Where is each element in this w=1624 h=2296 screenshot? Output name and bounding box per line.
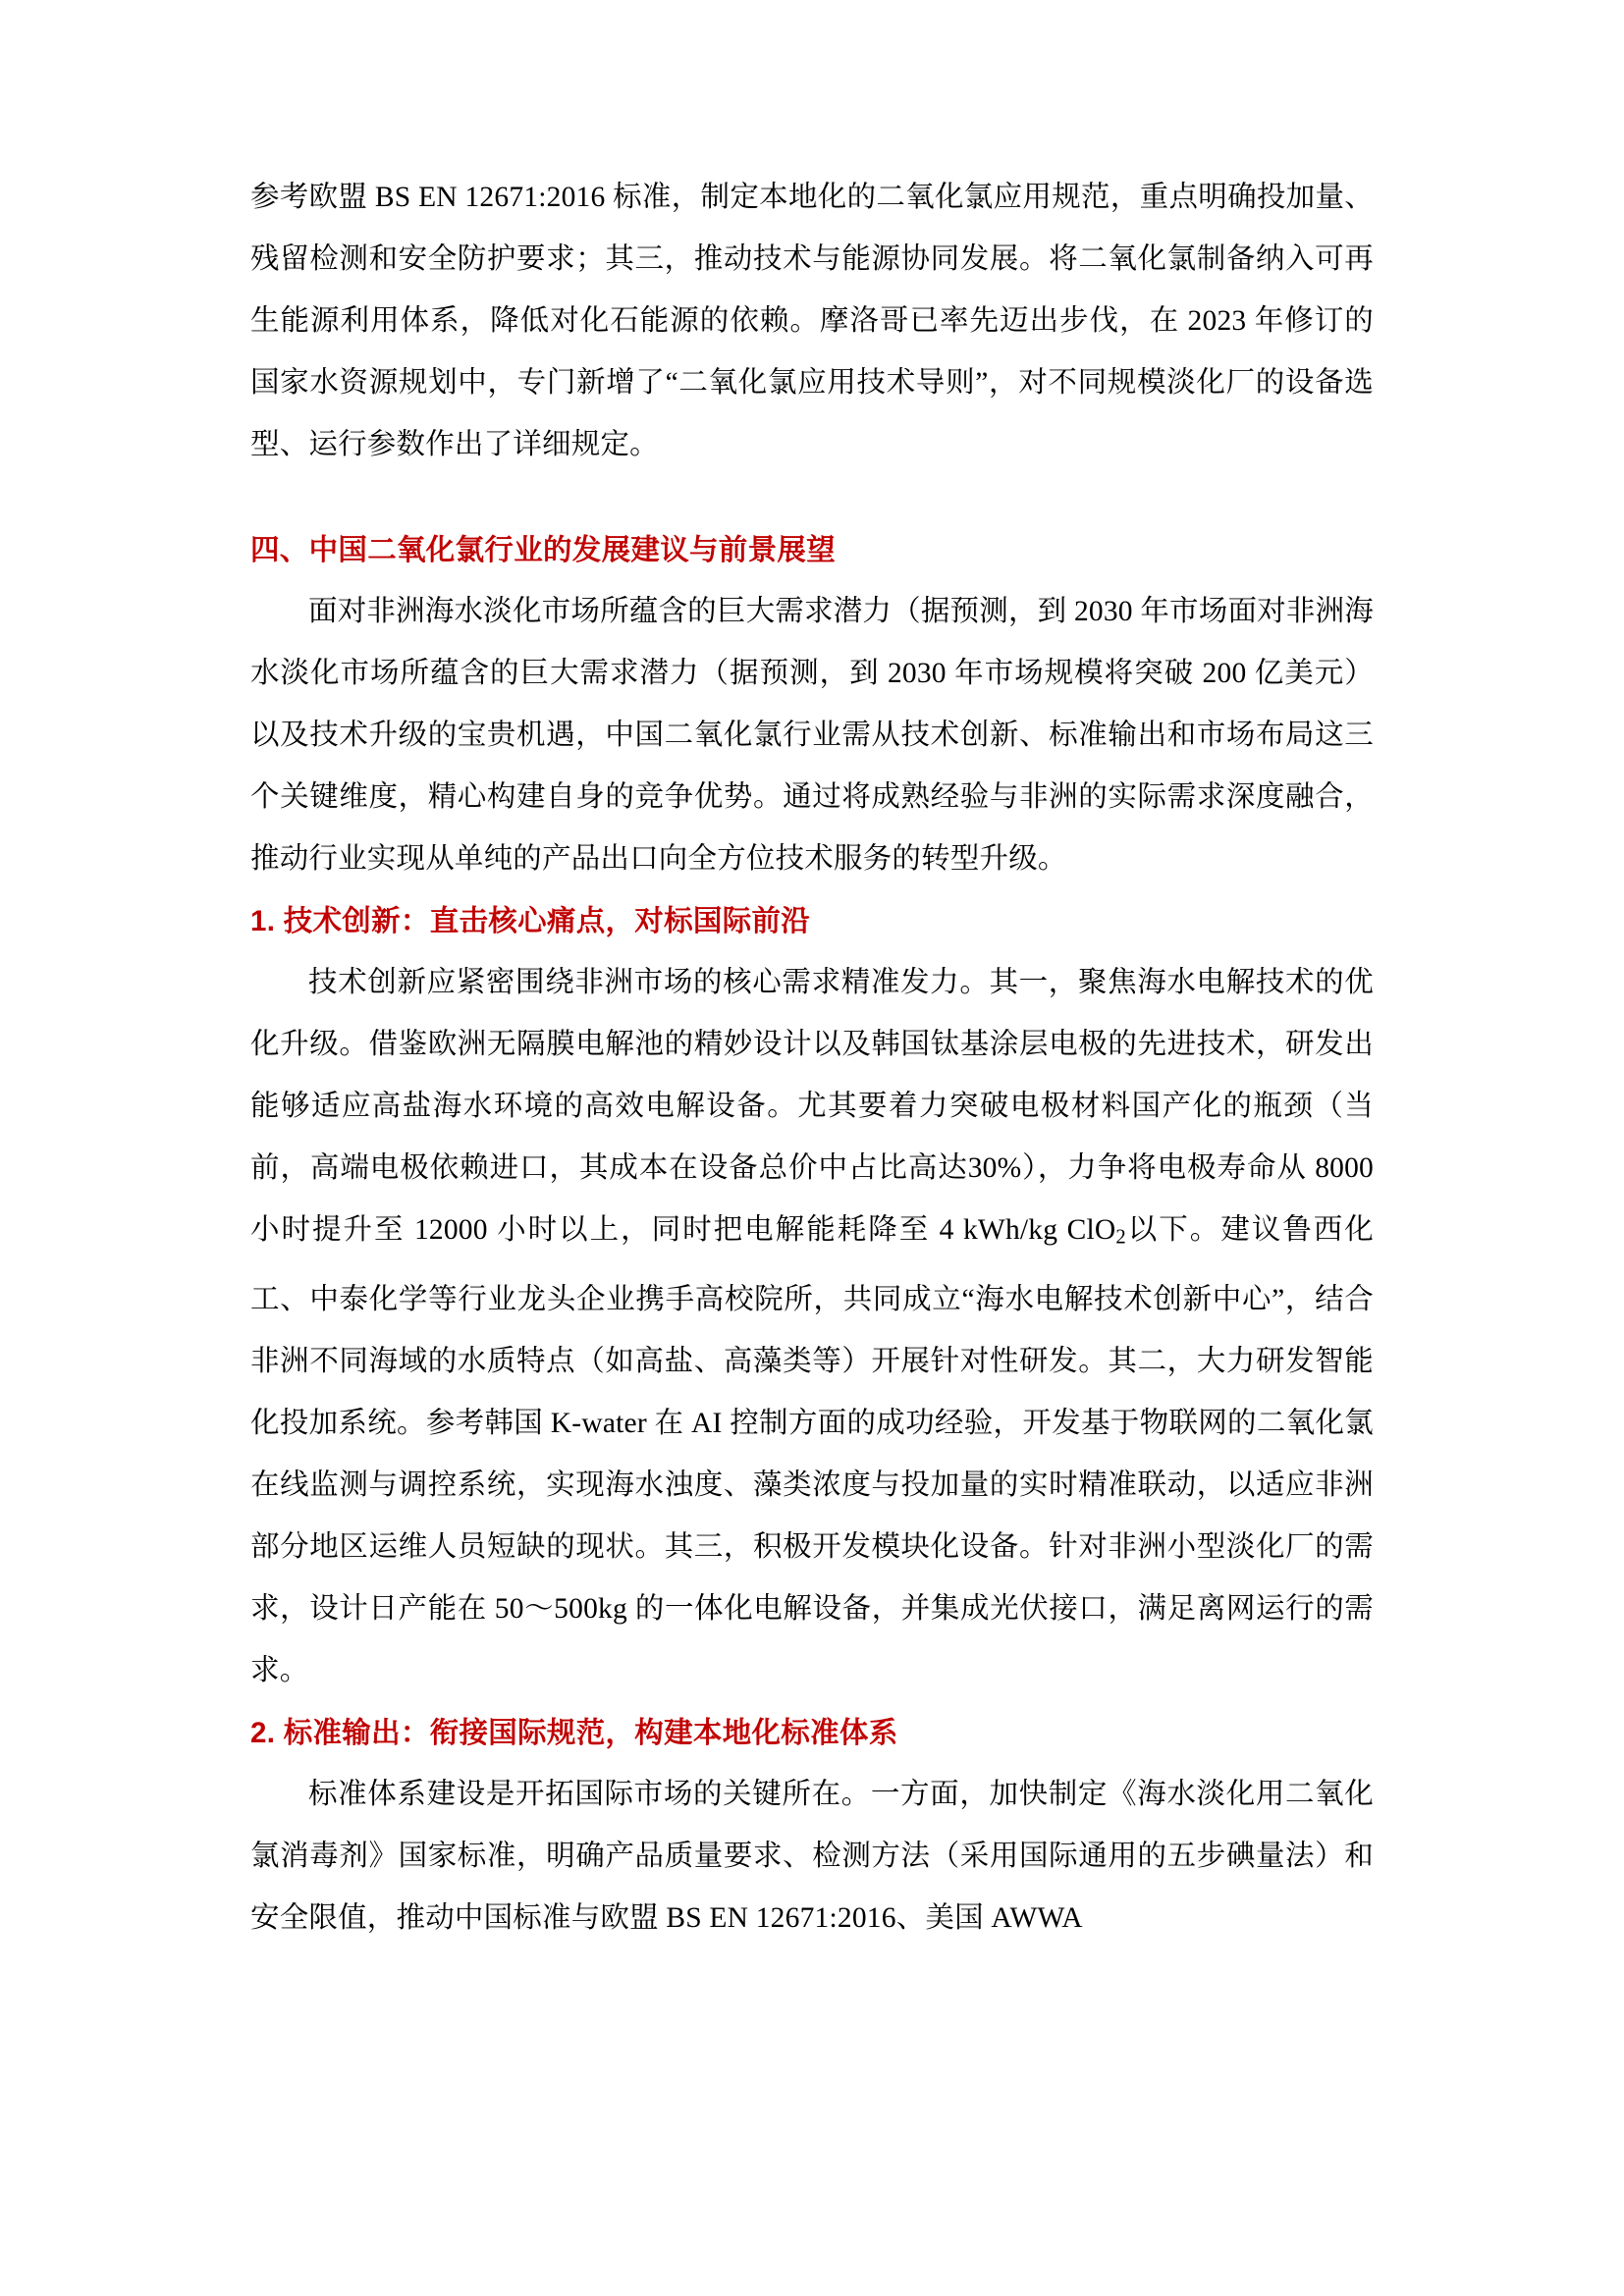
paragraph-continued: 参考欧盟 BS EN 12671:2016 标准，制定本地化的二氧化氯应用规范，重点明确投加量、残留检测和安全防护要求；其三，推动技术与能源协同发展。将二氧化氯制备纳入可再生能源利用体系，降低对化石能源的依赖。摩洛哥已率先迈出步伐，在 2023 年修订的国家水资源规划中，专门新增了“二氧化氯应用技术导则”，对不同规模淡化厂的设备选型、运行参数作出了详细规定。	[250, 182, 1374, 460]
subheading-technical-innovation: 1. 技术创新：直击核心痛点，对标国际前沿	[250, 905, 811, 937]
subheading-standard-output: 2. 标准输出：衔接国际规范，构建本地化标准体系	[250, 1716, 898, 1749]
document-body	[250, 167, 1374, 1949]
paragraph-standard-output: 标准体系建设是开拓国际市场的关键所在。一方面，加快制定《海水淡化用二氧化氯消毒剂》国家标准，明确产品质量要求、检测方法（采用国际通用的五步碘量法）和安全限值，推动中国标准与欧盟 BS EN 12671:2016、美国 AWWA	[250, 1778, 1374, 1934]
paragraph-overview: 面对非洲海水淡化市场所蕴含的巨大需求潜力（据预测，到 2030 年市场面对非洲海水淡化市场所蕴含的巨大需求潜力（据预测，到 2030 年市场规模将突破 200 亿美元）以及技术升级的宝贵机遇，中国二氧化氯行业需从技术创新、标准输出和市场布局这三个关键维度，精心构建自身的竞争优势。通过将成熟经验与非洲的实际需求深度融合，推动行业实现从单纯的产品出口向全方位技术服务的转型升级。	[250, 596, 1374, 875]
section-heading-four: 四、中国二氧化氯行业的发展建议与前景展望	[250, 534, 837, 566]
spacer	[250, 476, 1374, 519]
paragraph-technical-innovation: 技术创新应紧密围绕非洲市场的核心需求精准发力。其一，聚焦海水电解技术的优化升级。借鉴欧洲无隔膜电解池的精妙设计以及韩国钛基涂层电极的先进技术，研发出能够适应高盐海水环境的高效电解设备。尤其要着力突破电极材料国产化的瓶颈（当前，高端电极依赖进口，其成本在设备总价中占比高达30%），力争将电极寿命从 8000 小时提升至 12000 小时以上，同时把电解能耗降至 4 kWh/kg ClO$_2$以下。建议鲁西化工、中泰化学等行业龙头企业携手高校院所，共同成立“海水电解技术创新中心”，结合非洲不同海域的水质特点（如高盐、高藻类等）开展针对性研发。其二，大力研发智能化投加系统。参考韩国 K-water 在 AI 控制方面的成功经验，开发基于物联网的二氧化氯在线监测与调控系统，实现海水浊度、藻类浓度与投加量的实时精准联动，以适应非洲部分地区运维人员短缺的现状。其三，积极开发模块化设备。针对非洲小型淡化厂的需求，设计日产能在 50～500kg 的一体化电解设备，并集成光伏接口，满足离网运行的需求。	[250, 967, 1374, 1686]
